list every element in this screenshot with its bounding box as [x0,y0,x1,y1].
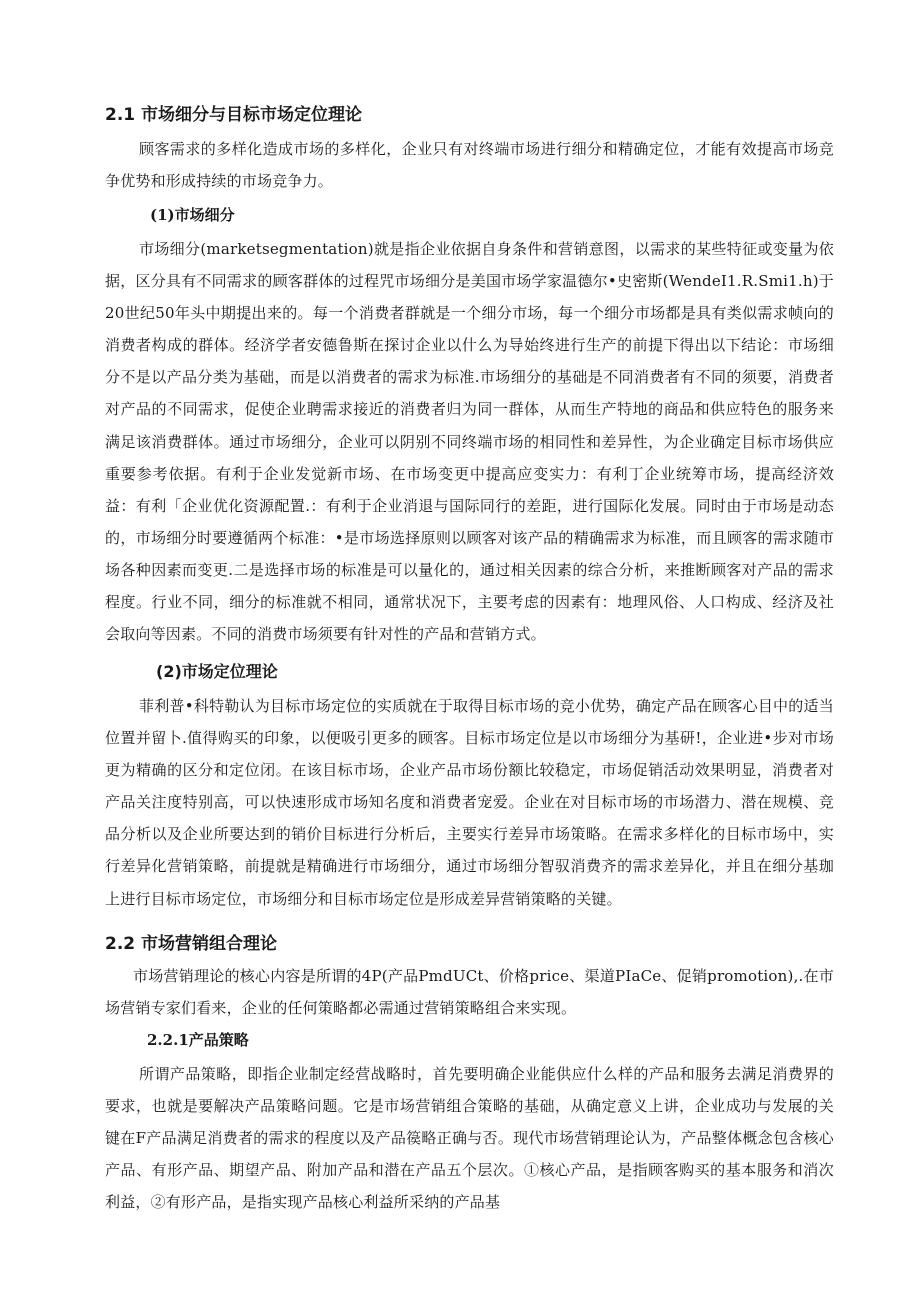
section-2-2-heading: 2.2 市场营销组合理论 [105,934,278,954]
subsection-2-2-1-body: 所谓产品策略，即指企业制定经营战略时，首先要明确企业能供应什么样的产品和服务去满足消费界的要求，也就是要解决产品策略问题。它是市场营销组合策略的基础，从确定意义上讲，企业成功与发展的关键在F产品满足消费者的需求的程度以及产品篌略正确与否。现代市场营销理论认为，产品整体概念包含核心产品、有形产品、期望产品、附加产品和潜在产品五个层次。①核心产品，是指顾客购买的基本服务和消次利益，②有形产品，是指实现产品核心利益所采纳的产品基 [105,1065,834,1212]
subsection-2-heading: (2)市场定位理论 [156,662,278,681]
section-2-1-intro: 顾客需求的多样化造成市场的多样化，企业只有对终端市场进行细分和精确定位，才能有效提高市场竞争优势和形成持续的市场竞争力。 [105,140,834,191]
subsection-2-2-1-heading: 2.2.1产品策略 [147,1031,249,1049]
section-2-2-intro: 市场营销理论的核心内容是所谓的4P(产品PmdUCt、价格price、渠道PIaCe、促销promotion),.在市场营销专家们看来，企业的任何策略都必需通过营销策略组合来实现。 [105,967,834,1018]
subsection-1-body: 市场细分(marketsegmentation)就是指企业依据自身条件和营销意图，以需求的某些特征或变量为依据，区分具有不同需求的顾客群体的过程咒市场细分是美国市场学家温德尔•史密斯(WendeI1.R.Smi1.h)于20世纪50年头中期提出来的。每一个消费者群就是一个细分市场，每一个细分市场都是具有类似需求帧向的消费者构成的群体。经济学者安德鲁斯在探讨企业以什么为导始终进行生产的前提下得出以下结论：市场细分不是以产品分类为基础，而是以消费者的需求为标准.市场细分的基础是不同消费者有不同的须要，消费者对产品的不同需求，促使企业聘需求接近的消费者归为同一群体，从而生产特地的商品和供应特色的服务来满足该消费群体。通过市场细分，企业可以阴别不同终端市场的相同性和差异性，为企业确定目标市场供应重要参考依据。有利于企业发觉新市场、在市场变更中提高应变实力：有利丁企业统筹市场，提高经济效益：有利「企业优化资源配置.：有利于企业消退与国际同行的差距，进行国际化发展。同时由于市场是动态的，市场细分时要遵循两个标准：•是市场选择原则以顾客对该产品的精确需求为标准，而且顾客的需求随市场各种因素而变更.二是选择市场的标准是可以量化的，通过相关因素的综合分析，来推断顾客对产品的需求程度。行业不同，细分的标准就不相同，通常状况下，主要考虑的因素有：地理风俗、人口构成、经济及社会取向等因素。不同的消费市场须要有针对性的产品和营销方式。 [105,240,834,644]
section-2-1-heading: 2.1 市场细分与目标市场定位理论 [105,105,363,125]
subsection-1-heading: (1)市场细分 [150,206,235,224]
subsection-2-body: 菲利普•科特勒认为目标市场定位的实质就在于取得目标市场的竞小优势，确定产品在顾客心目中的适当位置并留卜.值得购买的印象，以便吸引更多的顾客。目标市场定位是以市场细分为基研!，企业进•步对市场更为精确的区分和定位闭。在该目标市场，企业产品市场份额比较稳定，市场促销活动效果明显，消费者对产品关注度特别高，可以快速形成市场知名度和消费者宠爱。企业在对目标市场的市场潜力、潜在规模、竞品分析以及企业所要达到的销价目标进行分析后，主要实行差异市场策略。在需求多样化的目标市场中，实行差异化营销策略，前提就是精确进行市场细分，通过市场细分智驭消费齐的需求差异化，并且在细分基珈上进行目标市场定位，市场细分和目标市场定位是形成差异营销策略的关键。 [105,697,834,908]
